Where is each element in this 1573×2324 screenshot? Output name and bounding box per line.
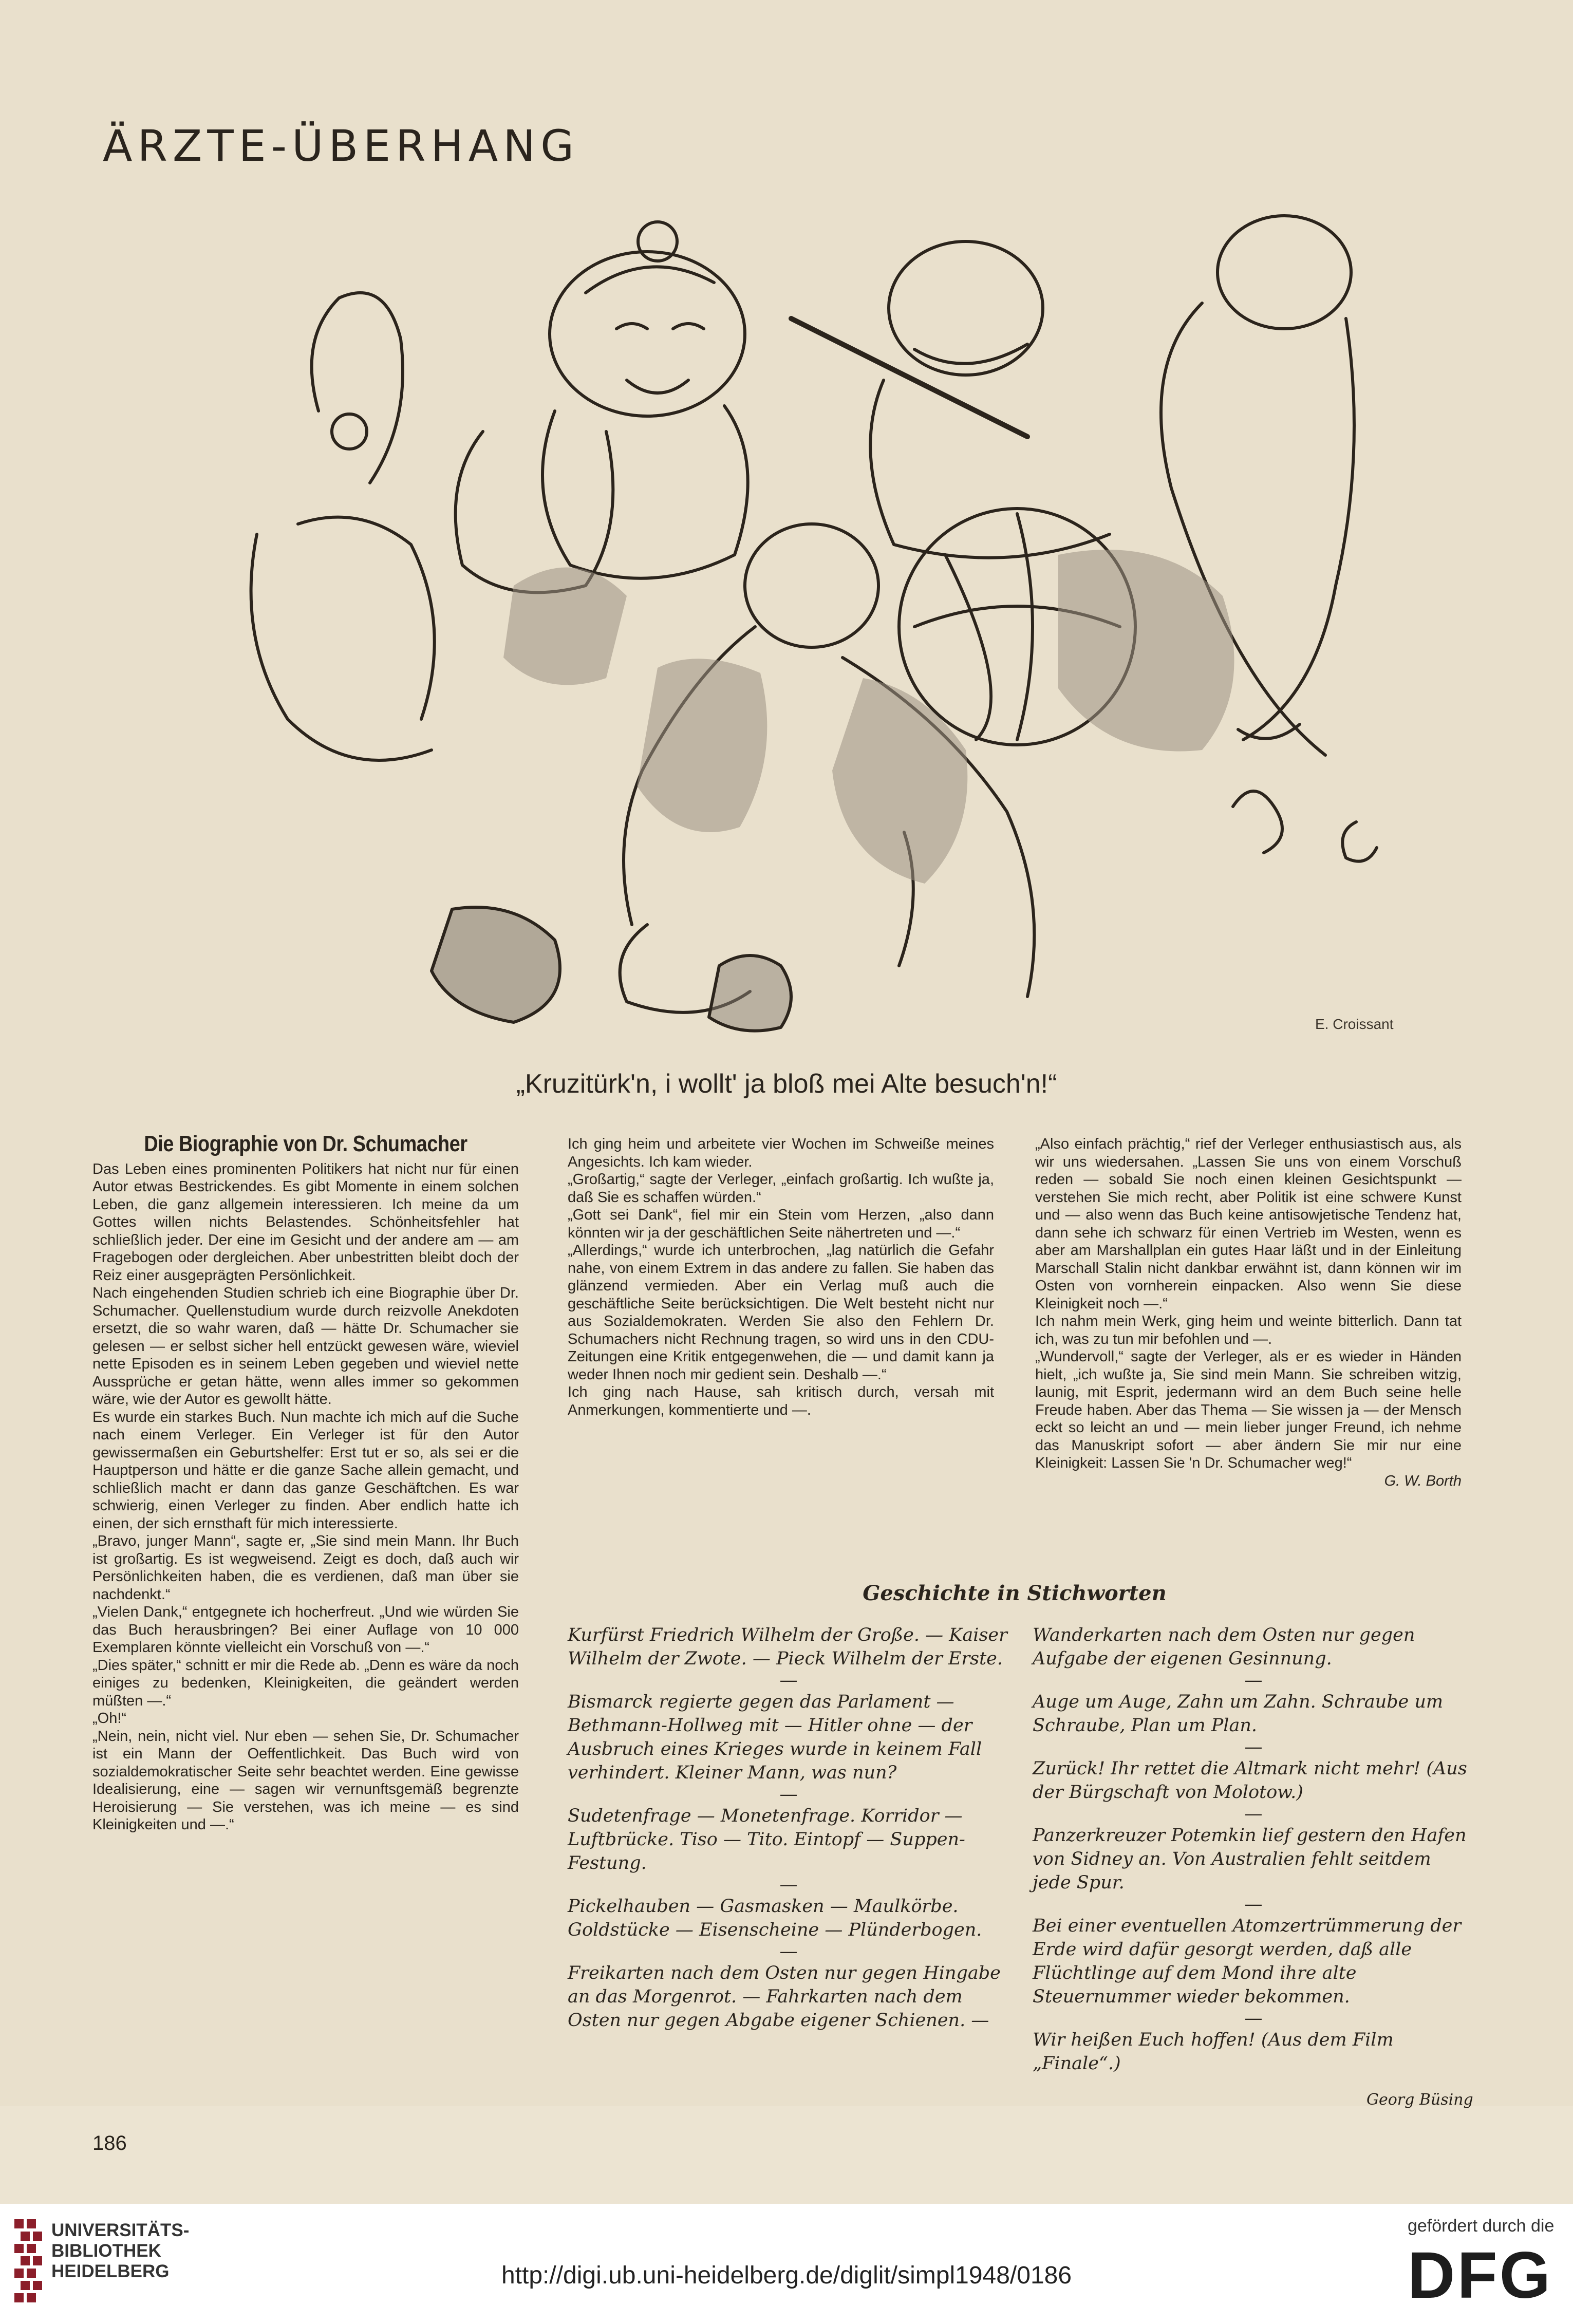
geschichte-left-column [568, 1623, 1009, 2032]
separator-dash: — [779, 1784, 798, 1805]
library-name-line: UNIVERSITÄTS- [51, 2220, 190, 2240]
geschichte-item: Zurück! Ihr rettet die Altmark nicht mehr! (Aus der Bürgschaft von Molotow.) [1033, 1758, 1467, 1803]
geschichte-author: Georg Büsing [1366, 2091, 1473, 2109]
article-paragraph: „Dies später,“ schnitt er mir die Rede ab. „Denn es wäre da noch einiges zu bedenken, Kleinigkeiten, die geändert werden müßten —.“ [92, 1657, 519, 1709]
article-column-1 [92, 1131, 519, 1834]
funding-label: gefördert durch die [1408, 2216, 1555, 2236]
geschichte-item: Pickelhauben — Gasmasken — Maulkörbe. Goldstücke — Eisenscheine — Plünderbogen. [568, 1896, 982, 1940]
article-paragraph: Ich ging nach Hause, sah kritisch durch, versah mit Anmerkungen, kommentierte und —. [568, 1384, 994, 1418]
separator-dash: — [1244, 1737, 1263, 1757]
separator-dash: — [779, 1670, 798, 1691]
page-number: 186 [92, 2132, 127, 2154]
article-column-2 [568, 1135, 994, 1419]
geschichte-item: Bismarck regierte gegen das Parlament — Bethmann-Hollweg mit — Hitler ohne — der Ausbruch eines Krieges wurde in keinem Fall verhindert. Kleiner Mann, was nun? [568, 1692, 982, 1783]
article-paragraph: „Allerdings,“ wurde ich unterbrochen, „lag natürlich die Gefahr nahe, von einem Extrem in das andere zu fallen. Sie haben das glänzend vermieden. Aber ein Verlag muß auch die geschäftliche Seite berücksichtigen. Die Welt besteht nicht nur aus Sozialdemokraten. Werden Sie also den Fehlern Dr. Schumachers nicht Rechnung tragen, so wird uns in den CDU-Zeitungen eine Kritik entgegenwehen, die — und damit kann ja weder Ihnen noch mir gedient sein. Deshalb —.“ [568, 1242, 994, 1383]
geschichte-item: Bei einer eventuellen Atomzertrümmerung der Erde wird dafür gesorgt werden, daß alle Flüchtlinge auf dem Mond ihre alte Steuernummer wieder bekommen. [1033, 1916, 1462, 2007]
geschichte-item: Wanderkarten nach dem Osten nur gegen Aufgabe der eigenen Gesinnung. [1033, 1625, 1415, 1669]
article-paragraph: „Gott sei Dank“, fiel mir ein Stein vom Herzen, „also dann könnten wir ja der geschäftlichen Seite nähertreten und —.“ [568, 1207, 994, 1241]
geschichte-item: Auge um Auge, Zahn um Zahn. Schraube um Schraube, Plan um Plan. [1033, 1692, 1444, 1736]
geschichte-item: Wir heißen Euch hoffen! (Aus dem Film „Finale“.) [1033, 2030, 1394, 2074]
separator-dash: — [1244, 1804, 1263, 1824]
geschichte-item: Kurfürst Friedrich Wilhelm der Große. — Kaiser Wilhelm der Zwote. — Pieck Wilhelm der Erste. [568, 1625, 1007, 1669]
source-url[interactable]: http://digi.ub.uni-heidelberg.de/diglit/simpl1948/0186 [501, 2262, 1072, 2289]
library-name-line: HEIDELBERG [51, 2261, 170, 2281]
page-title: ÄRZTE-ÜBERHANG [103, 121, 579, 171]
cartoon-credit: E. Croissant [1315, 1016, 1394, 1032]
article-paragraph: „Vielen Dank,“ entgegnete ich hocherfreut. „Und wie würden Sie das Buch herausbringen? Bei einer Auflage von 10 000 Exemplaren könnte vielleicht ein Vorschuß von —.“ [92, 1604, 519, 1656]
dfg-logo: DFG [1408, 2239, 1553, 2312]
article-paragraph: „Wundervoll,“ sagte der Verleger, als er es wieder in Händen hielt, „ich wußte ja, Sie sind mein Mann. Sie schreiben witzig, launig, mit Esprit, jedermann wird an dem Buch seine helle Freude haben. Aber das Thema — Sie wissen ja — der Mensch eckt so leicht an und — mein lieber junger Freund, ich nehme das Manuskript sofort — aber ändern Sie mir nur eine Kleinigkeit: Lassen Sie 'n Dr. Schumacher weg!“ [1035, 1348, 1462, 1471]
article-paragraph: Das Leben eines prominenten Politikers hat nicht nur für einen Autor etwas Bestrickendes. Es gibt Momente in einem solchen Leben, die ganz allgemein interessieren. Ich meine da um Gottes willen nichts Belastendes. Schönheitsfehler hat schließlich jeder. Der eine im Gesicht und der andere am — am Fragebogen oder dergleichen. Aber unbestritten bleibt doch der Reiz einer ausgeprägten Persönlichkeit. [92, 1160, 519, 1284]
geschichte-item: Sudetenfrage — Monetenfrage. Korridor — Luftbrücke. Tiso — Tito. Eintopf — Suppen-Festung. [568, 1806, 965, 1873]
article-paragraph: „Also einfach prächtig,“ rief der Verleger enthusiastisch aus, als wir uns wiedersahen. „Lassen Sie uns von einem Vorschuß reden — sobald Sie noch einen kleinen Gesichtspunkt — verstehen Sie mich recht, aber Politik ist eine schwere Kunst und — also wenn das Buch keine antisowjetische Tendenz hat, dann sehe ich schwarz für einen Vertrieb im Westen, wenn es aber am Marshallplan ein gutes Haar läßt und in der Einleitung Marschall Stalin nicht dankbar erwähnt ist, dann können wir im Osten von vornherein einpacken. Also wenn Sie diese Kleinigkeit noch —.“ [1035, 1136, 1462, 1312]
article-paragraph: „Nein, nein, nicht viel. Nur eben — sehen Sie, Dr. Schumacher ist ein Mann der Oeffentlichkeit. Das Buch wird von sozialdemokratischer Seite sehr beachtet werden. Eine gewisse Idealisierung, eine — sagen wir vernunftsgemäß begrenzte Heroisierung — Sie verstehen, was ich meine — es sind Kleinigkeiten und —.“ [92, 1728, 519, 1833]
library-name-line: BIBLIOTHEK [51, 2241, 161, 2261]
article-paragraph: Ich nahm mein Werk, ging heim und weinte bitterlich. Dann tat ich, was zu tun mir befohlen und —. [1035, 1313, 1462, 1347]
article-paragraph: Nach eingehenden Studien schrieb ich eine Biographie über Dr. Schumacher. Quellenstudium wurde durch reizvolle Anekdoten ersetzt, die so wahr waren, daß — hätte Dr. Schumacher sie gelesen — er selbst sicher hell entzückt gewesen wäre, wieviel nette Episoden es in seinem Leben gegeben und wieviel nette Aussprüche er getan hätte, wenn alles immer so gekommen wäre, wie der Autor es gewollt hätte. [92, 1285, 519, 1408]
separator-dash: — [779, 1941, 798, 1962]
article-column-3 [1035, 1135, 1462, 1490]
geschichte-right-column [1033, 1623, 1474, 2075]
article-paragraph: Es wurde ein starkes Buch. Nun machte ich mich auf die Suche nach einem Verleger. Ein Verleger ist für den Autor gewissermaßen ein Geburtshelfer: Erst tut er so, als sei er die Hauptperson und hätte er die ganze Sache allein gemacht, und schließlich macht er dann das ganze Geschäftchen. Es war schwierig, einen Verleger zu finden. Aber endlich hatte ich einen, der sich ernsthaft für mich interessierte. [92, 1409, 519, 1532]
digitization-footer [0, 2204, 1573, 2324]
article-paragraph: „Oh!“ [92, 1710, 127, 1727]
cartoon-illustration [195, 164, 1418, 1038]
article-paragraph: Ich ging heim und arbeitete vier Wochen im Schweiße meines Angesichts. Ich kam wieder. [568, 1136, 994, 1170]
article-title: Die Biographie von Dr. Schumacher [144, 1131, 467, 1156]
geschichte-item: Panzerkreuzer Potemkin lief gestern den Hafen von Sidney an. Von Australien fehlt seitdem jede Spur. [1033, 1825, 1467, 1893]
cartoon-caption: „Kruzitürk'n, i wollt' ja bloß mei Alte besuch'n!“ [516, 1069, 1057, 1099]
article-author: G. W. Borth [1384, 1472, 1462, 1489]
geschichte-title: Geschichte in Stichworten [863, 1581, 1167, 1605]
separator-dash: — [779, 1875, 798, 1895]
geschichte-item: Freikarten nach dem Osten nur gegen Hingabe an das Morgenrot. — Fahrkarten nach dem Osten nur gegen Abgabe eigener Schienen. — [568, 1963, 1001, 2031]
separator-dash: — [1244, 1670, 1263, 1691]
article-paragraph: „Großartig,“ sagte der Verleger, „einfach großartig. Ich wußte ja, daß Sie es schaffen würden.“ [568, 1171, 994, 1206]
separator-dash: — [1244, 1894, 1263, 1915]
article-paragraph: „Bravo, junger Mann“, sagte er, „Sie sind mein Mann. Ihr Buch ist großartig. Es ist wegweisend. Zeigt es doch, daß auch wir Persönlichkeiten haben, die es verdienen, daß man über sie nachdenkt.“ [92, 1533, 519, 1603]
separator-dash: — [1244, 2008, 1263, 2029]
